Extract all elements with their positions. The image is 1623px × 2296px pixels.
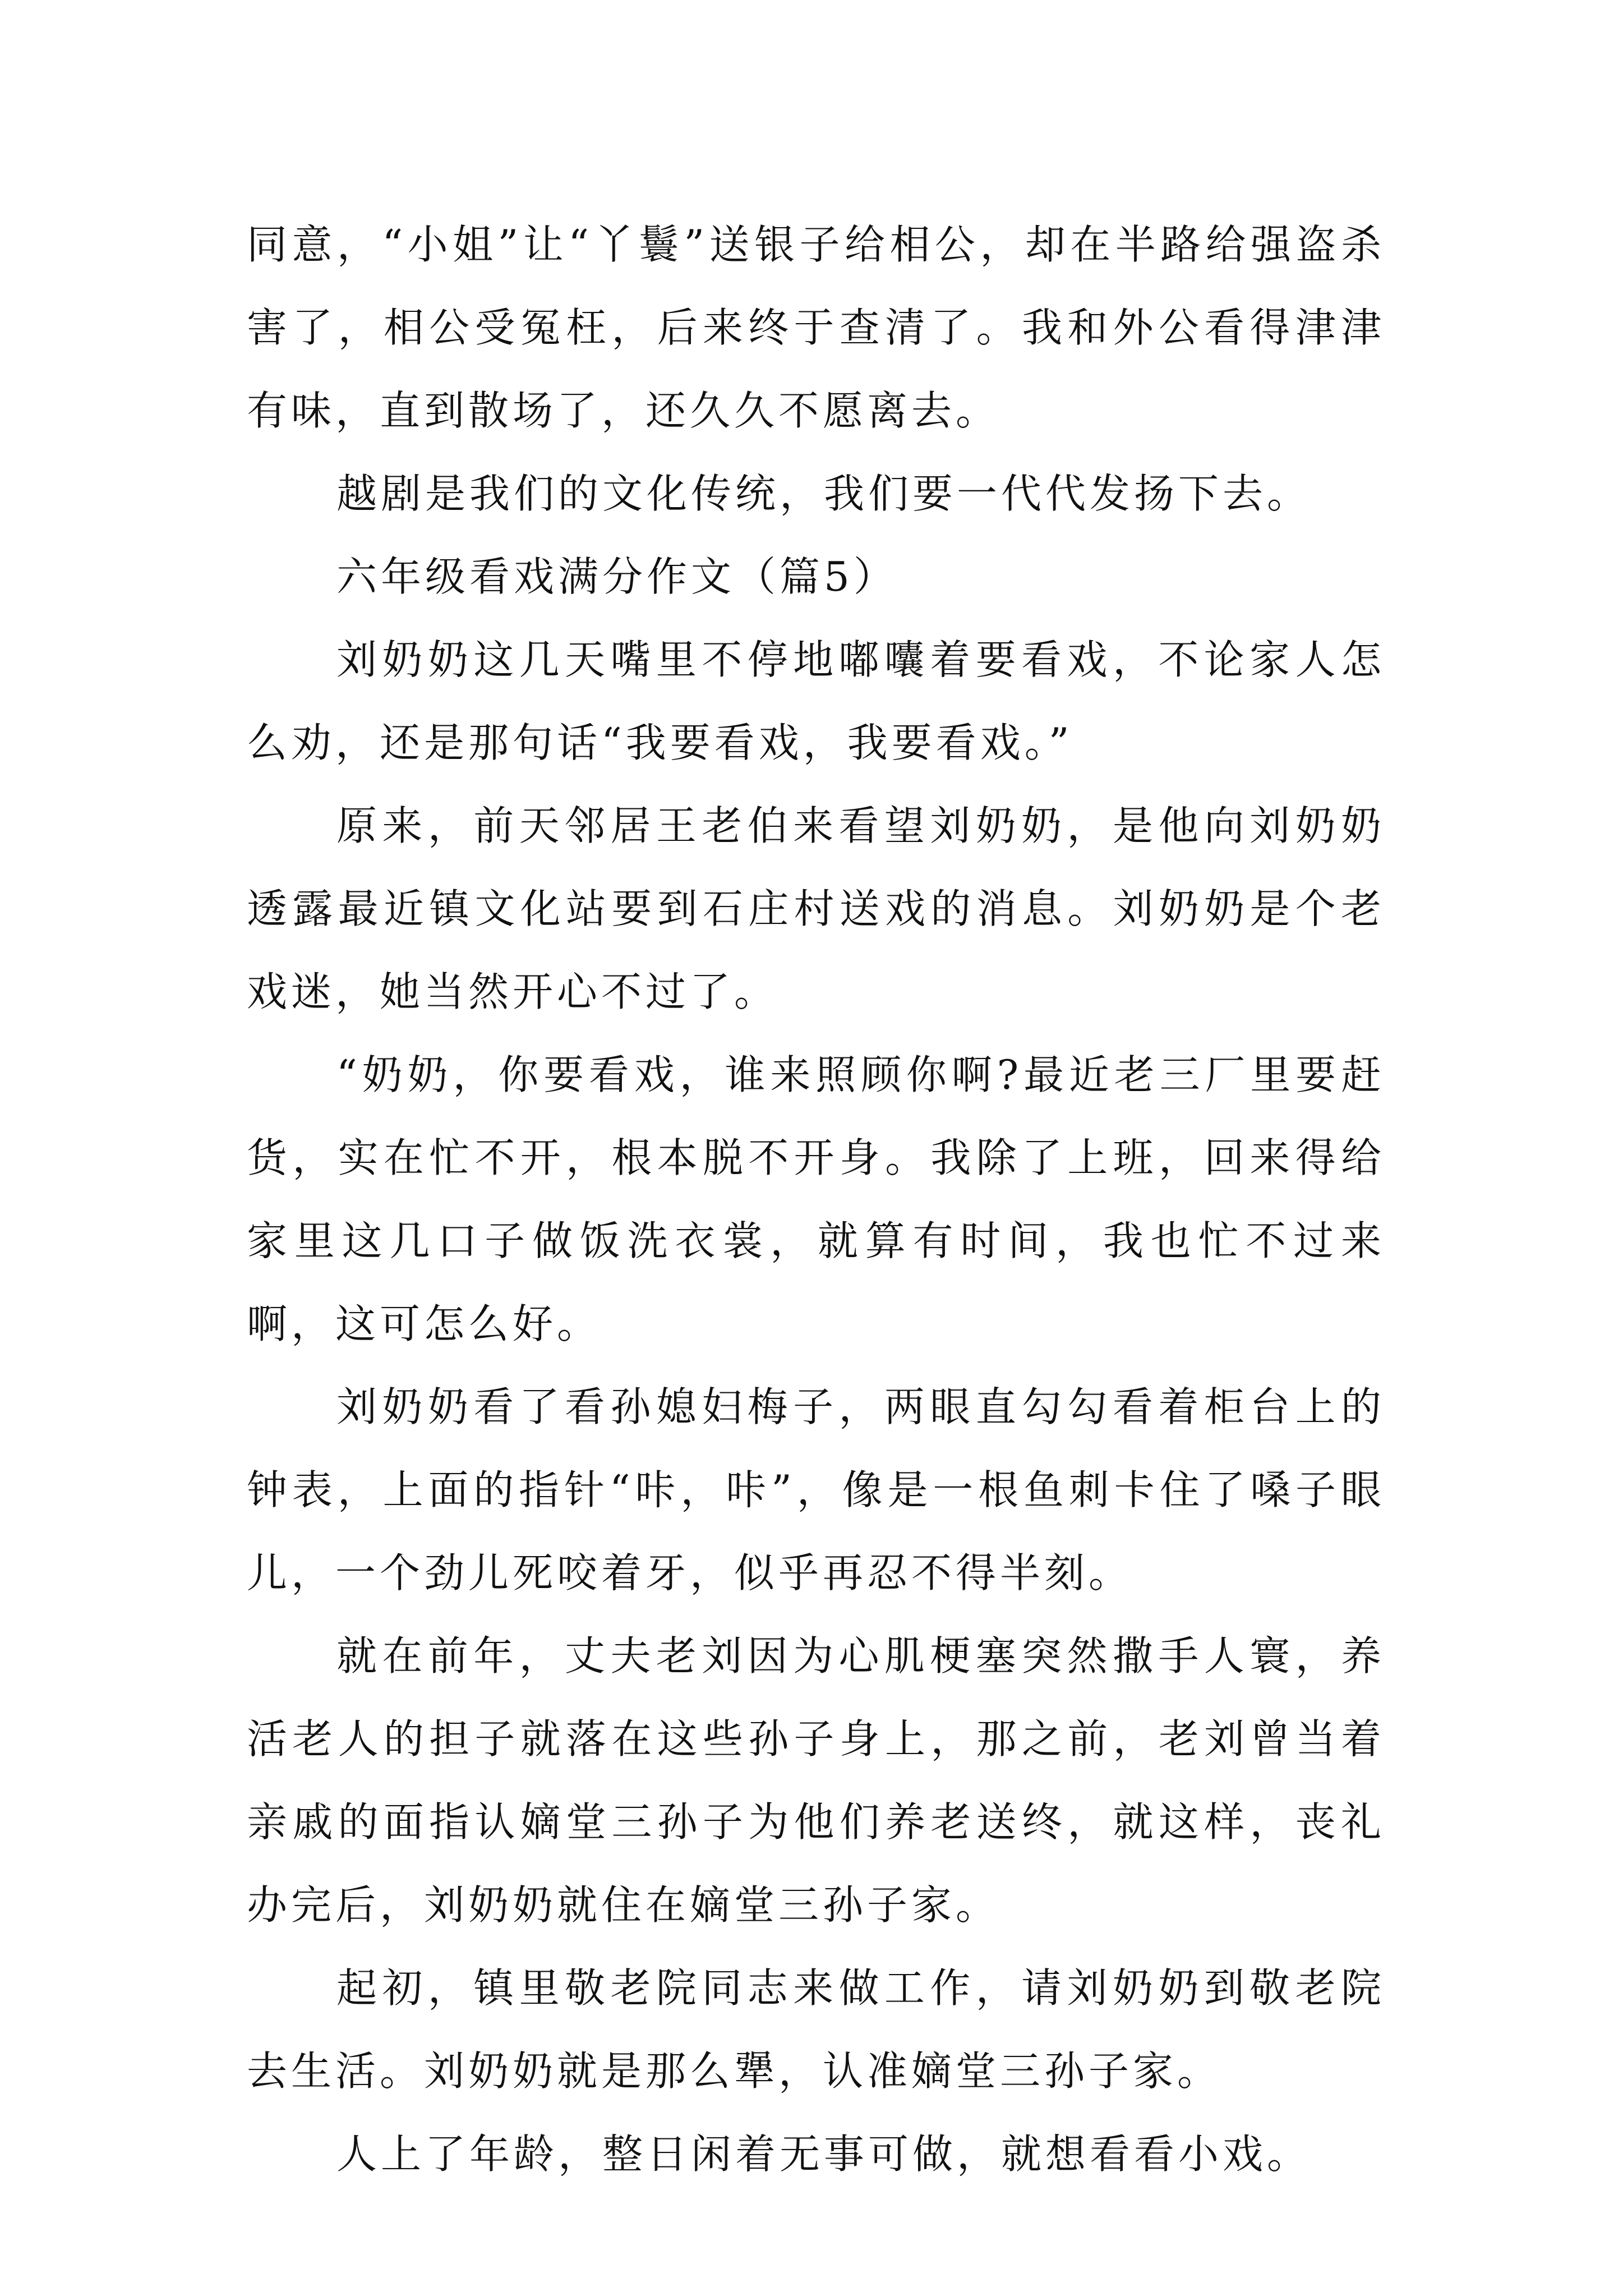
paragraph-7: 刘奶奶看了看孙媳妇梅子，两眼直勾勾看着柜台上的钟表，上面的指针“咔，咔”，像是一根鱼刺卡住了嗓子眼儿，一个劲儿死咬着牙，似乎再忍不得半刻。: [247, 1383, 1385, 1596]
section-heading: 六年级看戏满分作文（篇5）: [336, 553, 898, 600]
paragraph-10: 人上了年龄，整日闲着无事可做，就想看看小戏。: [336, 2131, 1312, 2178]
paragraph-6: “奶奶，你要看戏，谁来照顾你啊?最近老三厂里要赶货，实在忙不开，根本脱不开身。我除了上班，回来得给家里这几口子做饭洗衣裳，就算有时间，我也忙不过来啊，这可怎么好。: [247, 1051, 1385, 1347]
paragraph-1: 同意，“小姐”让“丫鬟”送银子给相公，却在半路给强盗杀害了，相公受冤枉，后来终于查清了。我和外公看得津津有味，直到散场了，还久久不愿离去。: [247, 221, 1385, 434]
paragraph-9: 起初，镇里敬老院同志来做工作，请刘奶奶到敬老院去生活。刘奶奶就是那么犟，认准嫡堂三孙子家。: [247, 1964, 1385, 2095]
document-body: [247, 203, 1385, 2196]
paragraph-4: 刘奶奶这几天嘴里不停地嘟囔着要看戏，不论家人怎么劝，还是那句话“我要看戏，我要看戏。”: [247, 636, 1385, 766]
paragraph-5: 原来，前天邻居王老伯来看望刘奶奶，是他向刘奶奶透露最近镇文化站要到石庄村送戏的消息。刘奶奶是个老戏迷，她当然开心不过了。: [247, 802, 1385, 1015]
paragraph-2: 越剧是我们的文化传统，我们要一代代发扬下去。: [336, 470, 1312, 517]
paragraph-8: 就在前年，丈夫老刘因为心肌梗塞突然撒手人寰，养活老人的担子就落在这些孙子身上，那之前，老刘曾当着亲戚的面指认嫡堂三孙子为他们养老送终，就这样，丧礼办完后，刘奶奶就住在嫡堂三孙子家。: [247, 1632, 1385, 1929]
